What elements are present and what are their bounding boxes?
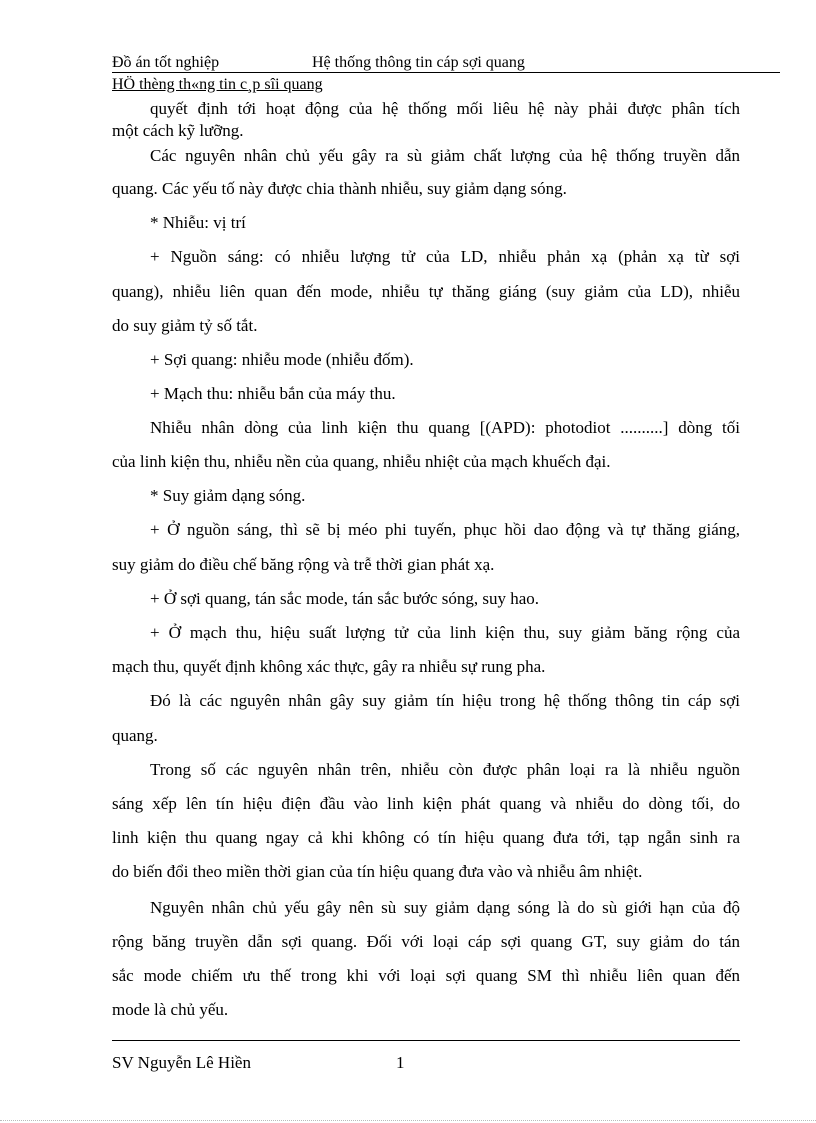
text-line: + Ở mạch thu, hiệu suất lượng tử của linh kiện thu, suy giảm băng rộng của bbox=[150, 623, 740, 642]
text-line: + Mạch thu: nhiễu bắn của máy thu. bbox=[150, 384, 396, 403]
text-line: * Nhiễu: vị trí bbox=[150, 213, 246, 232]
text-line: sáng xếp lên tín hiệu điện đầu vào linh kiện phát quang và nhiễu do dòng tối, do bbox=[112, 794, 740, 813]
page-number: 1 bbox=[396, 1053, 405, 1072]
text-line: * Suy giảm dạng sóng. bbox=[150, 486, 306, 505]
text-line: Nhiễu nhân dòng của linh kiện thu quang [(APD): photodiot ..........] dòng tối bbox=[150, 418, 740, 437]
text-line: Đó là các nguyên nhân gây suy giảm tín hiệu trong hệ thống thông tin cáp sợi bbox=[150, 691, 740, 710]
text-line: sắc mode chiếm ưu thế trong khi với loại sợi quang SM thì nhiễu liên quan đến bbox=[112, 966, 740, 985]
text-line: suy giảm do điều chế băng rộng và trễ thời gian phát xạ. bbox=[112, 555, 495, 574]
text-line: quyết định tới hoạt động của hệ thống mối liêu hệ này phải được phân tích bbox=[150, 99, 740, 118]
header-title: Hệ thống thông tin cáp sợi quang bbox=[312, 54, 525, 71]
header-thesis-label: Đồ án tốt nghiệp bbox=[112, 54, 220, 71]
text-line: rộng băng truyền dẫn sợi quang. Đối với loại cáp sợi quang GT, suy giảm do tán bbox=[112, 932, 740, 951]
text-line: + Nguồn sáng: có nhiễu lượng tử của LD, nhiễu phản xạ (phản xạ từ sợi bbox=[150, 247, 740, 266]
page-bottom-edge bbox=[0, 1120, 816, 1121]
text-line: Các nguyên nhân chủ yếu gây ra sù giảm chất lượng của hệ thống truyền dẫn bbox=[150, 146, 740, 165]
text-line: quang), nhiễu liên quan đến mode, nhiễu tự thăng giáng (suy giảm của LD), nhiễu bbox=[112, 282, 740, 301]
text-line: + Ở sợi quang, tán sắc mode, tán sắc bước sóng, suy hao. bbox=[150, 589, 539, 608]
text-line: Nguyên nhân chủ yếu gây nên sù suy giảm dạng sóng là do sù giới hạn của độ bbox=[150, 898, 740, 917]
text-line: + Ở nguồn sáng, thì sẽ bị méo phi tuyến, phục hồi dao động và tự thăng giáng, bbox=[150, 520, 740, 539]
text-line: một cách kỹ lưỡng. bbox=[112, 121, 244, 140]
text-line: + Sợi quang: nhiễu mode (nhiễu đốm). bbox=[150, 350, 414, 369]
text-line: quang. bbox=[112, 726, 158, 745]
text-line: quang. Các yếu tố này được chia thành nhiễu, suy giảm dạng sóng. bbox=[112, 179, 567, 198]
text-line: mạch thu, quyết định không xác thực, gây ra nhiễu sự rung pha. bbox=[112, 657, 546, 676]
text-line: do suy giảm tỷ số tắt. bbox=[112, 316, 258, 335]
text-line: linh kiện thu quang ngay cả khi không có tín hiệu quang đưa tới, tạp ngẫn sinh ra bbox=[112, 828, 740, 847]
running-header bbox=[112, 54, 780, 73]
header-garbled-title: HÖ thèng th«ng tin c¸p sîi quang bbox=[112, 76, 323, 93]
text-line: mode là chủ yếu. bbox=[112, 1000, 229, 1019]
text-line: Trong số các nguyên nhân trên, nhiễu còn được phân loại ra là nhiễu nguồn bbox=[150, 760, 740, 779]
footer-student-name: SV Nguyễn Lê Hiền bbox=[112, 1053, 251, 1072]
footer-divider bbox=[112, 1040, 740, 1041]
text-line: của linh kiện thu, nhiễu nền của quang, nhiễu nhiệt của mạch khuếch đại. bbox=[112, 452, 611, 471]
text-line: do biến đổi theo miền thời gian của tín hiệu quang đưa vào và nhiễu âm nhiệt. bbox=[112, 862, 643, 881]
